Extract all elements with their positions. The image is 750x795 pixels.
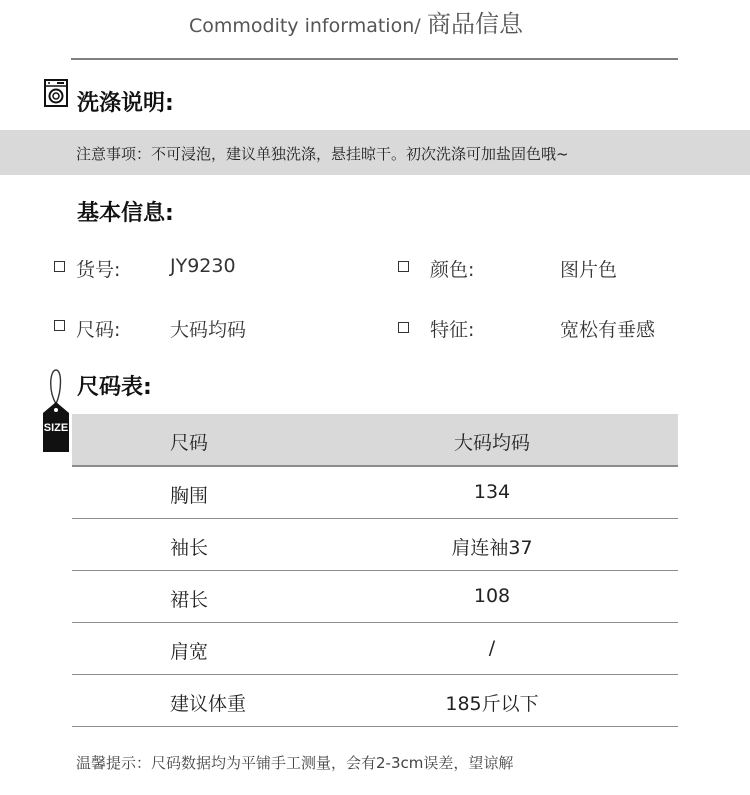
table-row [72, 571, 678, 623]
info-label-color: 颜色: [430, 259, 475, 281]
table-cell-label: 胸围 [170, 485, 209, 507]
info-value-item-no: JY9230 [170, 255, 236, 277]
info-value-size: 大码均码 [170, 319, 247, 341]
table-cell-value: / [488, 637, 496, 659]
size-table [72, 414, 678, 727]
info-value-color: 图片色 [560, 259, 618, 281]
table-cell-value: 108 [473, 585, 511, 607]
info-value-feature: 宽松有垂感 [560, 319, 656, 341]
info-label-item-no: 货号: [76, 259, 121, 281]
table-cell-value: 肩连袖37 [451, 537, 533, 559]
header-divider [71, 58, 678, 60]
table-header-cell: 大码均码 [453, 432, 530, 454]
info-label-size: 尺码: [76, 319, 121, 341]
table-cell-label: 袖长 [170, 537, 209, 559]
table-row [72, 519, 678, 571]
washing-machine-icon [44, 79, 68, 107]
page-title-cn: 商品信息 [427, 10, 524, 38]
table-header-cell: 尺码 [170, 432, 209, 454]
washing-note: 注意事项：不可浸泡，建议单独洗涤，悬挂晾干。初次洗涤可加盐固色哦~ [76, 145, 569, 163]
size-tag-text: SIZE [43, 422, 69, 434]
table-row [72, 675, 678, 727]
info-label-feature: 特征: [430, 319, 475, 341]
size-chart-title: 尺码表: [77, 375, 152, 400]
checkbox-icon [54, 320, 65, 331]
checkbox-icon [54, 261, 65, 272]
table-row [72, 467, 678, 519]
size-tag-icon [40, 368, 72, 454]
page-title [0, 4, 712, 39]
table-cell-value: 134 [473, 481, 511, 503]
footer-note: 温馨提示：尺码数据均为平铺手工测量，会有2-3cm误差，望谅解 [76, 754, 514, 772]
checkbox-icon [398, 261, 409, 272]
checkbox-icon [398, 322, 409, 333]
basic-info-title: 基本信息: [77, 201, 174, 226]
washing-section-title: 洗涤说明: [77, 91, 174, 116]
table-row [72, 623, 678, 675]
table-cell-label: 裙长 [170, 589, 209, 611]
table-cell-value: 185斤以下 [445, 693, 539, 715]
page-title-en: Commodity information/ [188, 15, 421, 37]
table-cell-label: 建议体重 [170, 693, 247, 715]
table-header-row [72, 414, 678, 467]
table-cell-label: 肩宽 [170, 641, 209, 663]
